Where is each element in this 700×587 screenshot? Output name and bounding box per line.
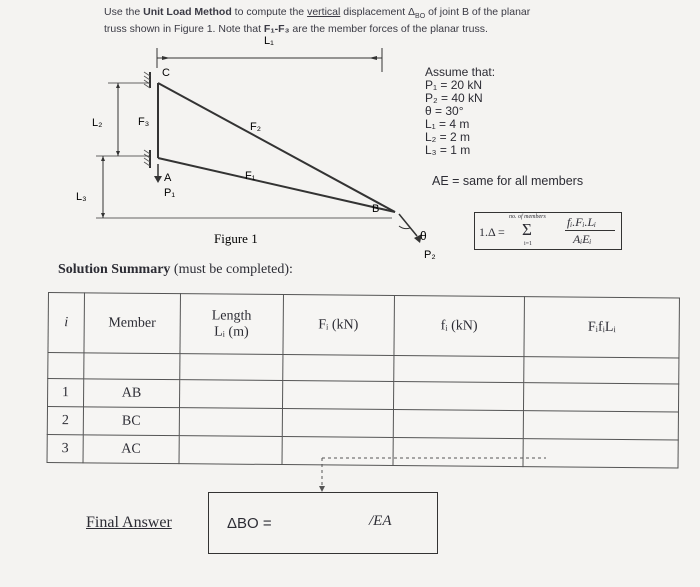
label-joint-a: A <box>164 172 172 184</box>
label-l1: L₁ <box>264 35 274 47</box>
assumptions-title: Assume that: <box>425 65 496 79</box>
row-index: 2 <box>47 407 83 435</box>
ae-assumption: AE = same for all members <box>432 174 584 188</box>
header-fi-capital: Fᵢ (kN) <box>283 295 394 356</box>
formula-lhs: 1.Δ = <box>479 225 505 239</box>
intro-text: truss shown in Figure 1. Note that <box>104 23 264 36</box>
label-joint-c: C <box>162 67 170 79</box>
intro-text: Use the <box>104 6 144 18</box>
sigma-icon: Σ <box>522 220 532 239</box>
label-l2: L₂ <box>92 117 103 129</box>
header-i: i <box>48 293 84 353</box>
header-product: FᵢfᵢLᵢ <box>524 297 679 358</box>
sum-lower-limit: i=1 <box>524 241 533 247</box>
formula-denominator: AᵢEᵢ <box>573 232 592 246</box>
delta-bo-label: ΔBO = <box>227 515 272 532</box>
intro-text: to compute the <box>231 6 308 18</box>
intro-text: of joint B of the planar <box>425 6 531 18</box>
assume-l1: L₁ = 4 m <box>425 117 470 131</box>
final-answer-label: Final Answer <box>86 514 172 531</box>
row-member: BC <box>83 407 179 436</box>
intro-text: displacement Δ <box>340 6 416 18</box>
formula-numerator: fᵢ.Fᵢ.Lᵢ <box>567 215 597 229</box>
summary-label-bold: Solution Summary <box>58 262 171 277</box>
member-forces: F₁-F₃ <box>263 23 290 36</box>
row-member: AB <box>83 379 179 408</box>
row-index: 3 <box>47 434 83 462</box>
sum-upper-limit: no. of members <box>509 214 546 220</box>
final-unit: /EA <box>369 513 392 529</box>
vertical-word: vertical <box>307 6 341 18</box>
label-theta: θ <box>420 229 427 243</box>
row-index: 1 <box>48 379 84 407</box>
final-answer-box[interactable] <box>208 492 438 554</box>
method-name: Unit Load Method <box>143 6 232 18</box>
assume-p1: P₁ = 20 kN <box>425 78 483 92</box>
assume-theta: θ = 30° <box>425 104 464 118</box>
label-p2: P₂ <box>424 249 436 261</box>
summary-label-rest: (must be completed): <box>170 262 293 277</box>
label-joint-b: B <box>372 203 380 215</box>
assume-p2: P₂ = 40 kN <box>425 91 483 105</box>
assume-l2: L₂ = 2 m <box>425 130 471 144</box>
intro-text: are the member forces of the planar truss. <box>289 23 488 36</box>
header-length: Length Lᵢ (m) <box>180 294 283 355</box>
delta-subscript: BO <box>415 13 426 21</box>
label-f1: F₁ <box>245 170 256 182</box>
header-member: Member <box>84 293 180 354</box>
label-f3: F₃ <box>138 116 150 128</box>
assume-l3: L₃ = 1 m <box>425 143 471 157</box>
label-p1: P₁ <box>164 187 176 199</box>
label-f2: F₂ <box>250 121 261 133</box>
header-fi-small: fᵢ (kN) <box>393 296 524 357</box>
label-l3: L₃ <box>76 191 87 203</box>
figure-caption: Figure 1 <box>214 231 258 246</box>
row-member: AC <box>83 435 179 464</box>
